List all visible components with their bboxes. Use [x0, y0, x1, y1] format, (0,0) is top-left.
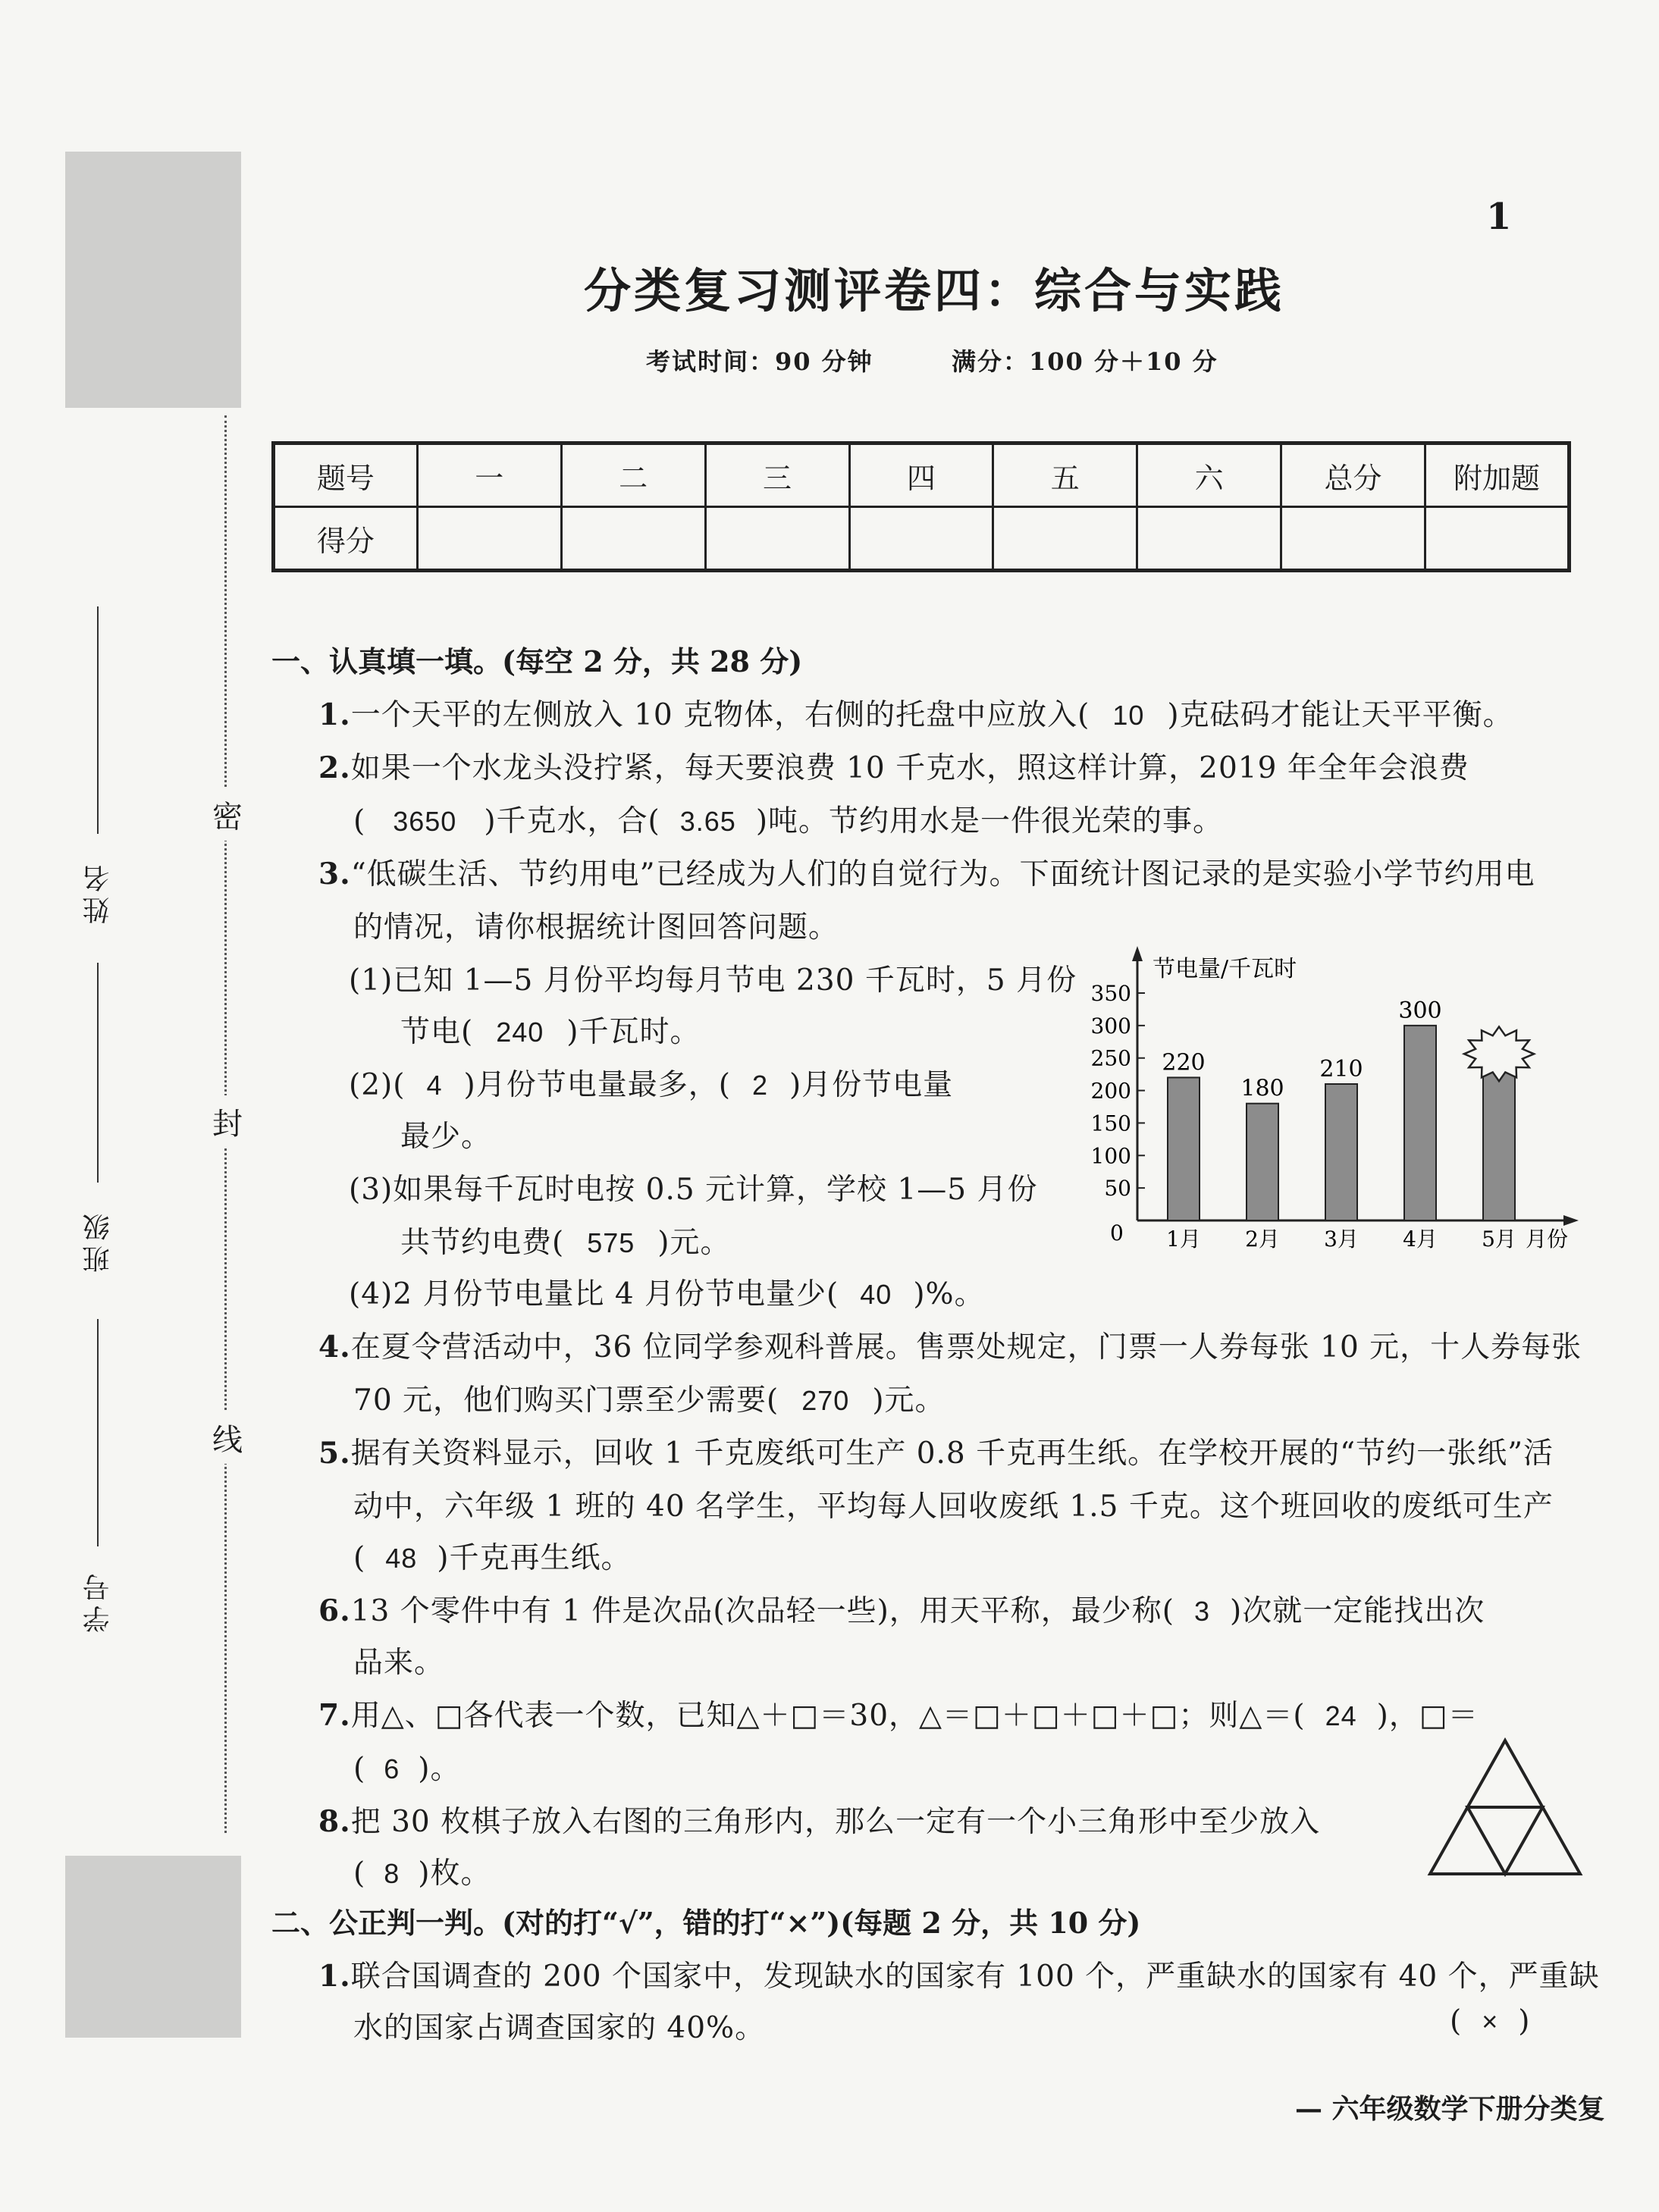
q5-text-a: (	[353, 1541, 366, 1575]
score-cell-blank[interactable]	[1137, 507, 1281, 571]
q6-line2: 品来。	[353, 1646, 445, 1680]
q8-text-b: )枚。	[418, 1856, 491, 1891]
q7-answer-2: 6	[384, 1753, 400, 1784]
score-cell-blank[interactable]	[705, 507, 849, 571]
q2-answer-2: 3.65	[679, 806, 736, 837]
q3-part2-text-c: )月份节电量	[789, 1068, 954, 1102]
score-cell-header: 二	[561, 443, 705, 507]
margin-gray-block-top	[65, 152, 241, 408]
y-tick-label: 300	[1090, 1013, 1131, 1039]
q5-line3	[353, 1534, 631, 1577]
triangle-figure	[1425, 1736, 1585, 1878]
q3-part2-line2: 最少。	[400, 1120, 492, 1154]
score-cell-header: 一	[417, 443, 561, 507]
q7-number: 7.	[318, 1698, 351, 1733]
q1-answer: 10	[1112, 700, 1145, 731]
chart-bar	[1168, 1077, 1200, 1220]
q7-text-c: (	[353, 1752, 366, 1786]
score-row-label: 得分	[274, 507, 418, 571]
q5-number: 5.	[318, 1436, 351, 1471]
chart-origin-label: 0	[1110, 1220, 1124, 1245]
section2-heading: 二、公正判一判。(对的打“√”，错的打“×”)(每题 2 分，共 10 分)	[271, 1906, 1141, 1940]
q4-number: 4.	[318, 1330, 351, 1364]
chart-bar	[1325, 1084, 1357, 1220]
bar-value-label: 210	[1319, 1056, 1363, 1083]
q3-part3-answer: 575	[587, 1227, 635, 1258]
y-tick-label: 150	[1090, 1111, 1131, 1136]
q3-part4-line	[349, 1270, 985, 1313]
x-tick-label: 1月	[1166, 1227, 1201, 1252]
s2-q1-paren-close: )	[1518, 2004, 1531, 2038]
q2-text-b: )千克水，合(	[484, 804, 660, 838]
x-axis-label: 月份	[1525, 1227, 1569, 1252]
score-table-score-row	[274, 507, 1570, 571]
q3-part1-text-b: 节电(	[400, 1015, 474, 1049]
q7-answer-1: 24	[1325, 1700, 1357, 1731]
q1-number: 1.	[318, 697, 351, 732]
score-cell-header: 三	[705, 443, 849, 507]
s2-q1-text-line1: 联合国调查的 200 个国家中，发现缺水的国家有 100 个，严重缺水的国家有 40 个，严重缺	[350, 1960, 1600, 1994]
q3-part4-text-a: (4)2 月份节电量比 4 月份节电量少(	[349, 1277, 839, 1311]
q2-line1	[318, 744, 1469, 787]
q8-text-line1: 把 30 枚棋子放入右图的三角形内，那么一定有一个小三角形中至少放入	[350, 1805, 1321, 1839]
q3-line2: 的情况，请你根据统计图回答问题。	[353, 910, 839, 945]
q2-line2	[353, 797, 1223, 840]
q8-number: 8.	[318, 1804, 351, 1839]
q3-part1-answer: 240	[496, 1017, 544, 1048]
q5-text-line1: 据有关资料显示，回收 1 千克废纸可生产 0.8 千克再生纸。在学校开展的“节约一张纸”活	[350, 1437, 1554, 1471]
name-blank-line	[97, 606, 99, 834]
section1-heading: 一、认真填一填。(每空 2 分，共 28 分)	[271, 644, 803, 678]
chart-bar	[1404, 1026, 1436, 1220]
q5-line1	[318, 1430, 1554, 1472]
q2-text-line1: 如果一个水龙头没拧紧，每天要浪费 10 千克水，照这样计算，2019 年全年会浪费	[350, 751, 1469, 785]
q8-line2	[353, 1850, 491, 1892]
q6-text-b: )次就一定能找出次	[1230, 1594, 1485, 1628]
q3-part3-text-c: )元。	[657, 1226, 731, 1260]
q3-part2-text-a: (2)(	[349, 1068, 406, 1102]
q3-text-line1: “低碳生活、节约用电”已经成为人们的自觉行为。下面统计图记录的是实验小学节约用电	[350, 857, 1535, 891]
y-tick-label: 200	[1090, 1078, 1131, 1104]
score-cell-header: 六	[1137, 443, 1281, 507]
score-cell-blank[interactable]	[1425, 507, 1570, 571]
seal-char-xian: 线	[212, 1411, 243, 1464]
q7-text-b: )，□＝	[1376, 1699, 1479, 1733]
q3-part1-text-c: )千瓦时。	[566, 1015, 701, 1049]
score-cell-blank[interactable]	[849, 507, 993, 571]
s2-q1-line2: 水的国家占调查国家的 40%。	[353, 2011, 766, 2045]
bar-value-label: 300	[1398, 997, 1442, 1024]
page-mark: 1	[1486, 196, 1512, 238]
bar-value-label: 180	[1240, 1075, 1284, 1102]
q6-answer: 3	[1194, 1596, 1211, 1627]
inner-triangle	[1468, 1807, 1543, 1874]
q4-text-line1: 在夏令营活动中，36 位同学参观科普展。售票处规定，门票一人券每张 10 元，十人券每张	[350, 1330, 1582, 1364]
score-table	[271, 441, 1571, 572]
y-tick-label: 100	[1090, 1143, 1131, 1169]
score-cell-header: 附加题	[1425, 443, 1570, 507]
q3-part2-line1	[349, 1061, 953, 1104]
q6-line1	[318, 1587, 1485, 1630]
q3-part1-line2	[400, 1008, 701, 1051]
q3-part4-text-b: )%。	[913, 1277, 985, 1311]
margin-gray-block-bottom	[65, 1856, 241, 2038]
q8-line1	[318, 1798, 1320, 1841]
q8-text-a: (	[353, 1856, 366, 1891]
q3-part2-answer-1: 4	[426, 1070, 443, 1101]
q3-number: 3.	[318, 857, 351, 891]
score-cell-blank[interactable]	[993, 507, 1137, 571]
score-cell-header: 四	[849, 443, 993, 507]
q4-text-b: )元。	[872, 1383, 946, 1418]
s2-q1-number: 1.	[318, 1959, 351, 1994]
q2-answer-1: 3650	[393, 806, 457, 837]
q7-text-d: )。	[418, 1752, 461, 1786]
subtitle-time: 考试时间：90 分钟	[646, 347, 873, 376]
energy-saving-bar-chart	[1077, 940, 1592, 1258]
y-tick-label: 50	[1104, 1176, 1131, 1202]
score-cell-blank[interactable]	[417, 507, 561, 571]
score-table-header-row	[274, 443, 1570, 507]
q3-part1-line1: (1)已知 1—5 月份平均每月节电 230 千瓦时，5 月份	[349, 963, 1077, 998]
id-label: 学号	[83, 1569, 114, 1633]
score-cell-blank[interactable]	[1281, 507, 1425, 571]
q4-line1	[318, 1324, 1582, 1366]
bar-value-label: 220	[1162, 1049, 1206, 1076]
chart-bar	[1247, 1104, 1278, 1220]
s2-q1-line1	[318, 1953, 1600, 1995]
s2-q1-paren-open: (	[1450, 2004, 1463, 2038]
name-label: 姓名	[83, 860, 114, 924]
x-tick-label: 2月	[1245, 1227, 1280, 1252]
q8-answer: 8	[384, 1858, 400, 1889]
q4-text-a: 70 元，他们购买门票至少需要(	[353, 1383, 779, 1418]
q3-part2-answer-2: 2	[751, 1070, 768, 1101]
s2-q1-answer: ×	[1482, 2006, 1499, 2037]
score-cell-header: 五	[993, 443, 1137, 507]
q5-text-b: )千克再生纸。	[437, 1541, 632, 1575]
x-tick-label: 3月	[1324, 1227, 1359, 1252]
q4-line2	[353, 1377, 946, 1419]
y-tick-label: 350	[1090, 981, 1131, 1006]
q2-number: 2.	[318, 750, 351, 785]
score-cell-blank[interactable]	[561, 507, 705, 571]
q5-line2: 动中，六年级 1 班的 40 名学生，平均每人回收废纸 1.5 千克。这个班回收的废纸可生产	[353, 1490, 1554, 1524]
id-blank-line	[97, 1319, 99, 1546]
q2-text-a: (	[353, 804, 366, 838]
q5-answer: 48	[385, 1543, 418, 1574]
class-blank-line	[97, 963, 99, 1183]
chart-bar	[1483, 1064, 1515, 1220]
q1-line	[318, 691, 1513, 734]
x-tick-label: 5月	[1482, 1227, 1516, 1252]
x-axis-arrow	[1563, 1215, 1579, 1226]
q6-text-a: 13 个零件中有 1 件是次品(次品轻一些)，用天平称，最少称(	[350, 1594, 1174, 1628]
q3-part3-text-b: 共节约电费(	[400, 1226, 565, 1260]
x-tick-label: 4月	[1403, 1227, 1438, 1252]
score-cell-header: 总分	[1281, 443, 1425, 507]
q6-number: 6.	[318, 1593, 351, 1628]
s2-q1-judgement	[1450, 2004, 1530, 2038]
q4-answer: 270	[801, 1385, 850, 1416]
seal-char-mi: 密	[212, 788, 243, 841]
q3-part3-line1: (3)如果每千瓦时电按 0.5 元计算，学校 1—5 月份	[349, 1173, 1038, 1207]
q1-text-post: )克砝码才能让天平平衡。	[1167, 698, 1513, 732]
page-title: 分类复习测评卷四：综合与实践	[584, 263, 1285, 318]
seal-char-feng: 封	[212, 1095, 243, 1148]
footer-text: — 六年级数学下册分类复	[1295, 2093, 1605, 2125]
score-cell-header: 题号	[274, 443, 418, 507]
subtitle-score: 满分：100 分＋10 分	[952, 347, 1218, 376]
q3-part4-answer: 40	[860, 1279, 892, 1310]
starburst-cover-shape	[1464, 1026, 1534, 1081]
q7-line2	[353, 1745, 460, 1787]
q7-line1	[318, 1692, 1479, 1734]
y-axis-arrow	[1132, 946, 1143, 961]
chart-title: 节电量/千瓦时	[1153, 956, 1297, 982]
q3-part3-line2	[400, 1219, 731, 1261]
y-tick-label: 250	[1090, 1045, 1131, 1071]
q7-text-a: 用△、□各代表一个数，已知△＋□＝30，△＝□＋□＋□＋□；则△＝(	[350, 1699, 1306, 1733]
q3-line1	[318, 851, 1535, 893]
q1-text-pre: 一个天平的左侧放入 10 克物体，右侧的托盘中应放入(	[350, 698, 1090, 732]
q2-text-c: )吨。节约用水是一件很光荣的事。	[755, 804, 1224, 838]
q3-part2-text-b: )月份节电量最多，(	[463, 1068, 731, 1102]
class-label: 班级	[83, 1209, 114, 1273]
